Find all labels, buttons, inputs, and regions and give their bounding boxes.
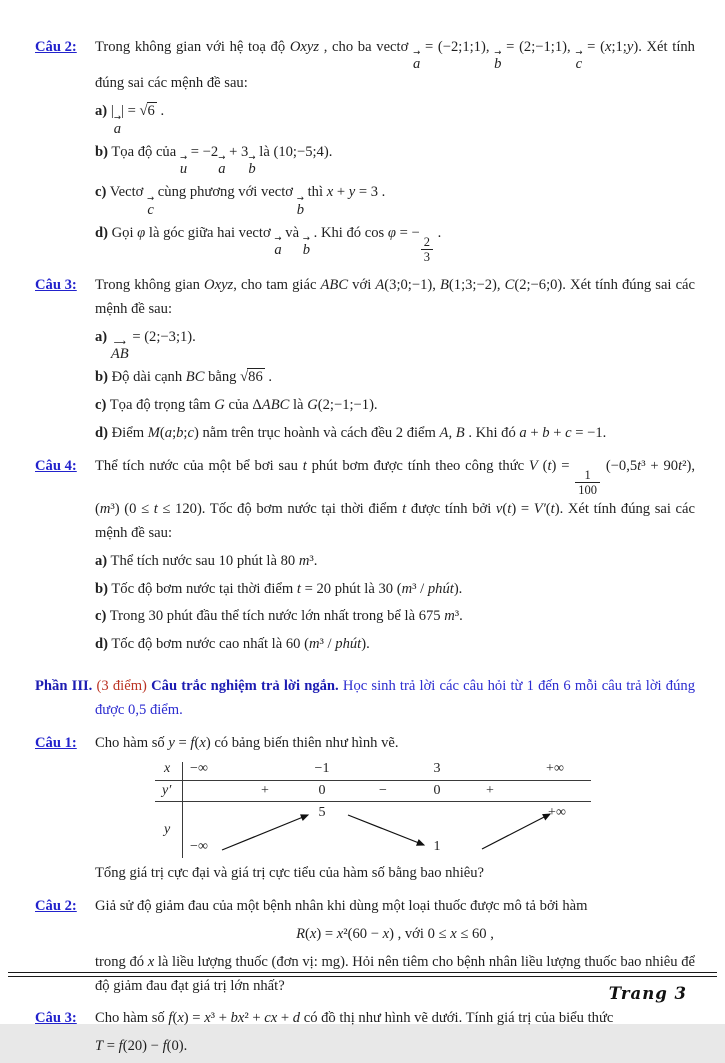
text: và bbox=[281, 224, 303, 241]
text: Tọa độ của bbox=[107, 143, 180, 160]
math-text: Oxyz bbox=[289, 39, 320, 55]
text: ) có bảng biến thiên như hình vẽ. bbox=[205, 734, 399, 751]
y-prime-sign: − bbox=[379, 782, 387, 798]
math-text: t bbox=[153, 500, 158, 517]
text: ). bbox=[361, 636, 370, 653]
text: b) bbox=[95, 143, 108, 160]
math-text: A, B bbox=[439, 424, 465, 441]
question-body bbox=[95, 895, 695, 1003]
vector-symbol: ⟶ AB bbox=[110, 337, 129, 362]
statement-c bbox=[95, 181, 695, 217]
math-text: ABC bbox=[261, 396, 290, 413]
row-label-y-prime: y′ bbox=[162, 782, 172, 798]
text: ; bbox=[172, 424, 177, 441]
math-text: t bbox=[296, 580, 301, 597]
part3-question-1 bbox=[35, 732, 695, 890]
arrow-decreasing bbox=[348, 815, 424, 845]
text: = (−2;1;1), bbox=[420, 39, 495, 55]
text: a) bbox=[95, 103, 108, 120]
text: ) = bbox=[551, 457, 575, 474]
text: = −1. bbox=[571, 424, 607, 441]
text: ) , với 0 ≤ bbox=[389, 925, 451, 942]
math-text: Oxyz bbox=[204, 276, 234, 293]
fraction: $\frac{2}{3}$ bbox=[421, 236, 433, 265]
y-prime-sign: + bbox=[261, 782, 269, 798]
math-text: b bbox=[176, 424, 184, 441]
text: ) = bbox=[316, 925, 337, 942]
text: (1;3;−2), bbox=[448, 276, 505, 293]
text: b) bbox=[95, 368, 108, 385]
math-text: t bbox=[402, 500, 407, 517]
math-text: G bbox=[214, 396, 225, 413]
text: = (2;−1;1), bbox=[501, 39, 576, 55]
formula-line bbox=[95, 1035, 695, 1059]
question-label: Câu 1: bbox=[35, 734, 77, 751]
text: là bbox=[289, 396, 308, 413]
text: c) bbox=[95, 396, 107, 413]
math-text: x bbox=[450, 925, 457, 942]
text: là góc giữa hai vectơ bbox=[145, 224, 275, 241]
x-tick: −1 bbox=[314, 760, 330, 776]
text: ²), ( bbox=[95, 457, 696, 517]
square-root: √6 bbox=[139, 103, 155, 120]
math-text: G bbox=[307, 396, 318, 413]
math-text: V bbox=[528, 457, 538, 474]
math-text: v bbox=[495, 500, 503, 517]
math-text: A bbox=[375, 276, 385, 293]
text: Tốc độ bơm nước cao nhất là 60 ( bbox=[107, 636, 309, 653]
math-text: ABC bbox=[320, 276, 349, 293]
text: Tốc độ bơm nước tại thời điểm bbox=[107, 580, 297, 597]
part2-question-3 bbox=[35, 274, 695, 450]
math-text: M bbox=[147, 424, 160, 441]
text: có đồ thị như hình vẽ dưới. Tính giá trị của biểu thức bbox=[300, 1010, 614, 1027]
text: Cho hàm số bbox=[95, 1010, 169, 1027]
question-text bbox=[95, 862, 695, 886]
text: ) = bbox=[183, 1010, 205, 1027]
text: ( bbox=[159, 424, 165, 441]
statement-d bbox=[95, 422, 695, 446]
question-intro bbox=[95, 36, 695, 96]
text: = −2 bbox=[187, 143, 219, 160]
part3-title: Câu trắc nghiệm trả lời ngắn. bbox=[151, 678, 339, 695]
question-body bbox=[95, 274, 695, 450]
text: + 3 bbox=[225, 143, 249, 160]
y-value-start: −∞ bbox=[190, 838, 208, 854]
question-intro bbox=[95, 1007, 695, 1031]
text: Tọa độ trọng tâm bbox=[106, 396, 215, 413]
vector-symbol: → b bbox=[494, 48, 502, 73]
text: = 3 . bbox=[355, 184, 386, 201]
text: (−0,5 bbox=[601, 457, 638, 474]
text: trong đó bbox=[95, 953, 148, 970]
math-text: T bbox=[95, 1038, 104, 1055]
text: ( bbox=[172, 1010, 178, 1027]
text: Vectơ bbox=[106, 184, 148, 201]
vector-symbol: → c bbox=[147, 193, 155, 218]
part3-points: (3 điểm) bbox=[96, 678, 147, 695]
text: | = bbox=[121, 103, 140, 120]
statement-b bbox=[95, 578, 695, 602]
text: = bbox=[174, 734, 191, 751]
question-body bbox=[95, 36, 695, 269]
math-text: c bbox=[187, 424, 194, 441]
text: (2;−6;0). Xét tính đúng sai các mệnh đề sau: bbox=[95, 276, 696, 317]
y-value-local-min: 1 bbox=[433, 838, 441, 854]
math-text: B bbox=[439, 276, 449, 293]
math-text: a bbox=[164, 424, 173, 441]
statement-a bbox=[95, 550, 695, 574]
text: Gọi bbox=[107, 224, 138, 241]
part3-note: Học sinh trả lời các câu hỏi từ 1 đến 6 mỗi câu trả lời đúng được 0,5 điểm. bbox=[95, 678, 695, 718]
question-body bbox=[95, 1007, 695, 1063]
part3-question-2 bbox=[35, 895, 695, 1003]
text: ;1; bbox=[611, 39, 627, 55]
text: ³ + bbox=[210, 1010, 231, 1027]
math-text: x bbox=[204, 1010, 211, 1027]
math-text: t bbox=[678, 457, 683, 474]
text: = − bbox=[395, 224, 420, 241]
text: ≤ 120). Tốc độ bơm nước tại thời điểm bbox=[157, 500, 403, 517]
text: ³ / bbox=[319, 636, 336, 653]
math-text: φ bbox=[137, 224, 146, 241]
math-text: f bbox=[162, 1038, 167, 1055]
part3-question-3 bbox=[35, 1007, 695, 1063]
text: với bbox=[348, 276, 376, 293]
y-value-end: +∞ bbox=[548, 804, 566, 820]
math-text: t bbox=[507, 500, 512, 517]
math-text: phút bbox=[427, 580, 454, 597]
math-text: y bbox=[168, 734, 175, 751]
math-text: t bbox=[550, 500, 555, 517]
statement-c bbox=[95, 605, 695, 629]
text: Tổng giá trị cực đại và giá trị cực tiểu của hàm số bằng bao nhiêu? bbox=[95, 864, 485, 881]
math-text: C bbox=[504, 276, 515, 293]
part3-heading bbox=[35, 675, 695, 722]
text: Thể tích nước sau 10 phút là 80 bbox=[107, 552, 299, 569]
text: là liều lượng thuốc (đơn vị: mg). Hỏi nên tiêm cho bệnh nhân liều lượng thuốc bao nhiêu để độ giảm đau đạt giá trị lớn nhất? bbox=[95, 953, 695, 994]
text: thì bbox=[303, 184, 327, 201]
y-value-local-max: 5 bbox=[318, 804, 326, 820]
y-prime-sign: 0 bbox=[318, 782, 326, 798]
monotonic-arrows bbox=[182, 802, 591, 860]
x-tick: −∞ bbox=[190, 760, 208, 776]
question-label: Câu 2: bbox=[35, 39, 77, 55]
vector-symbol: → a bbox=[412, 48, 421, 73]
square-root: √86 bbox=[240, 368, 263, 385]
text: b) bbox=[95, 580, 108, 597]
math-text: m bbox=[298, 552, 310, 569]
part2-question-4 bbox=[35, 455, 695, 662]
text: ²(60 − bbox=[343, 925, 383, 942]
text: ( bbox=[502, 500, 508, 517]
text: = 20 phút là 30 ( bbox=[300, 580, 402, 597]
text: Cho hàm số bbox=[95, 734, 169, 751]
question-intro bbox=[95, 732, 695, 756]
text: cùng phương với vectơ bbox=[154, 184, 297, 201]
math-text: c bbox=[565, 424, 572, 441]
text: d) bbox=[95, 424, 108, 441]
statement-a bbox=[95, 326, 695, 362]
footer-rule bbox=[8, 972, 717, 977]
text: ). Xét tính đúng sai các mệnh đề sau: bbox=[95, 500, 695, 541]
centered-formula bbox=[95, 923, 695, 947]
text: = (2;−3;1). bbox=[128, 328, 196, 345]
vector-symbol: → a bbox=[218, 153, 226, 178]
vector-symbol: → a bbox=[274, 233, 282, 258]
text: ( bbox=[545, 500, 551, 517]
math-text: x bbox=[177, 1010, 184, 1027]
text: là (10;−5;4). bbox=[255, 143, 333, 160]
text: ≤ 60 , bbox=[456, 925, 494, 942]
table-horizontal-divider-1 bbox=[155, 780, 591, 781]
text: ³. bbox=[454, 608, 463, 625]
vector-symbol: → a bbox=[113, 112, 122, 137]
text: . bbox=[264, 368, 273, 385]
math-text: φ bbox=[387, 224, 396, 241]
math-text: R bbox=[296, 925, 305, 942]
math-text: t bbox=[547, 457, 552, 474]
statement-a bbox=[95, 100, 695, 136]
text: được tính bởi bbox=[406, 500, 496, 517]
text: phút bơm được tính theo công thức bbox=[306, 457, 529, 474]
math-text: b bbox=[542, 424, 550, 441]
math-text: x bbox=[382, 925, 390, 942]
fraction: $\frac{1}{100}$ bbox=[575, 469, 600, 498]
text: ( bbox=[194, 734, 200, 751]
math-text: x bbox=[199, 734, 206, 751]
text: ) = bbox=[511, 500, 534, 517]
question-intro bbox=[95, 895, 695, 919]
text: Trong không gian bbox=[95, 276, 205, 293]
statement-d bbox=[95, 222, 695, 265]
math-text: m bbox=[401, 580, 413, 597]
text: Trong 30 phút đầu thể tích nước lớn nhất trong bể là 675 bbox=[106, 608, 445, 625]
text: , cho ba vectơ bbox=[319, 39, 413, 55]
page-number: Trang 3 bbox=[608, 984, 687, 1003]
text: + bbox=[549, 424, 566, 441]
text: (3;0;−1), bbox=[384, 276, 440, 293]
statement-d bbox=[95, 633, 695, 657]
math-text: f bbox=[168, 1010, 173, 1027]
text: + bbox=[277, 1010, 293, 1027]
text: ) nằm trên trục hoành và cách đều 2 điểm bbox=[193, 424, 440, 441]
text: d) bbox=[95, 224, 108, 241]
text: ( bbox=[537, 457, 548, 474]
text: Giả sử độ giảm đau của một bệnh nhân khi dùng một loại thuốc được mô tả bởi hàm bbox=[95, 897, 588, 914]
math-text: t bbox=[302, 457, 307, 474]
text: (20) − bbox=[122, 1038, 163, 1055]
math-text: f bbox=[118, 1038, 123, 1055]
text: Thể tích nước của một bể bơi sau bbox=[95, 457, 303, 474]
text: ³ / bbox=[412, 580, 428, 597]
math-text: d bbox=[292, 1010, 301, 1027]
math-text: y bbox=[348, 184, 356, 201]
statement-b bbox=[95, 141, 695, 177]
text: c) bbox=[95, 608, 107, 625]
text: . bbox=[156, 103, 165, 120]
text: . bbox=[433, 224, 442, 241]
question-body bbox=[95, 455, 695, 662]
math-text: a bbox=[519, 424, 527, 441]
arrow-increasing-2 bbox=[482, 814, 550, 849]
question-intro bbox=[95, 274, 695, 322]
text: . Khi đó cos bbox=[310, 224, 388, 241]
text: + bbox=[333, 184, 349, 201]
question-label: Câu 2: bbox=[35, 897, 77, 914]
part3-label: Phần III. bbox=[35, 678, 93, 695]
math-text: y bbox=[626, 39, 634, 55]
math-text: bx bbox=[230, 1010, 245, 1027]
text: , cho tam giác bbox=[233, 276, 321, 293]
question-label: Câu 4: bbox=[35, 457, 77, 474]
question-label: Câu 3: bbox=[35, 276, 77, 293]
math-text: x bbox=[326, 184, 334, 201]
statement-b bbox=[95, 366, 695, 390]
text: của Δ bbox=[224, 396, 262, 413]
math-text: m bbox=[99, 500, 111, 517]
text: . Khi đó bbox=[464, 424, 520, 441]
text: (2;−1;−1). bbox=[317, 396, 378, 413]
text: + bbox=[526, 424, 543, 441]
x-tick: +∞ bbox=[546, 760, 564, 776]
text: ). bbox=[453, 580, 463, 597]
row-label-y: y bbox=[164, 821, 171, 837]
math-text: f bbox=[190, 734, 195, 751]
text: = bbox=[103, 1038, 119, 1055]
text: (0). bbox=[166, 1038, 188, 1055]
math-text: cx bbox=[264, 1010, 278, 1027]
text: ³ + 90 bbox=[641, 457, 679, 474]
row-label-x: x bbox=[164, 760, 171, 776]
y-prime-sign: + bbox=[486, 782, 494, 798]
vector-symbol: → b bbox=[296, 193, 304, 218]
text: Độ dài cạnh bbox=[107, 368, 186, 385]
math-text: t bbox=[637, 457, 642, 474]
math-text: phút bbox=[335, 636, 362, 653]
arrow-increasing-1 bbox=[222, 815, 308, 850]
vector-symbol: → b bbox=[302, 233, 311, 258]
vector-symbol: → b bbox=[248, 153, 256, 178]
variation-table bbox=[155, 760, 591, 860]
math-text: x bbox=[336, 925, 344, 942]
vector-symbol: → c bbox=[575, 48, 583, 73]
vector-symbol: → u bbox=[179, 153, 188, 178]
text: bằng bbox=[204, 368, 241, 385]
text: | bbox=[107, 103, 114, 120]
math-text: x bbox=[604, 39, 612, 55]
text: ³) (0 ≤ bbox=[110, 500, 154, 517]
question-label: Câu 3: bbox=[35, 1010, 77, 1027]
text: ; bbox=[183, 424, 188, 441]
question-intro bbox=[95, 455, 695, 546]
math-text: m bbox=[308, 636, 320, 653]
text: ( bbox=[305, 925, 310, 942]
text: d) bbox=[95, 636, 108, 653]
statement-c bbox=[95, 394, 695, 418]
math-text: m bbox=[444, 608, 455, 625]
text: ³. bbox=[309, 552, 318, 569]
y-prime-sign: 0 bbox=[433, 782, 441, 798]
text: ). Xét tính đúng sai các mệnh đề sau: bbox=[95, 39, 695, 92]
math-text: x bbox=[309, 925, 317, 942]
text: = ( bbox=[582, 39, 605, 55]
math-text: V′ bbox=[533, 500, 546, 517]
question-body bbox=[95, 732, 695, 890]
math-text: BC bbox=[185, 368, 205, 385]
text: Điểm bbox=[107, 424, 148, 441]
text: a) bbox=[95, 328, 108, 345]
math-text: x bbox=[147, 953, 155, 970]
x-tick: 3 bbox=[433, 760, 441, 776]
text: a) bbox=[95, 552, 108, 569]
text: Trong không gian với hệ toạ độ bbox=[95, 39, 290, 55]
text: ² + bbox=[244, 1010, 265, 1027]
text: c) bbox=[95, 184, 107, 201]
part2-question-2 bbox=[35, 36, 695, 269]
